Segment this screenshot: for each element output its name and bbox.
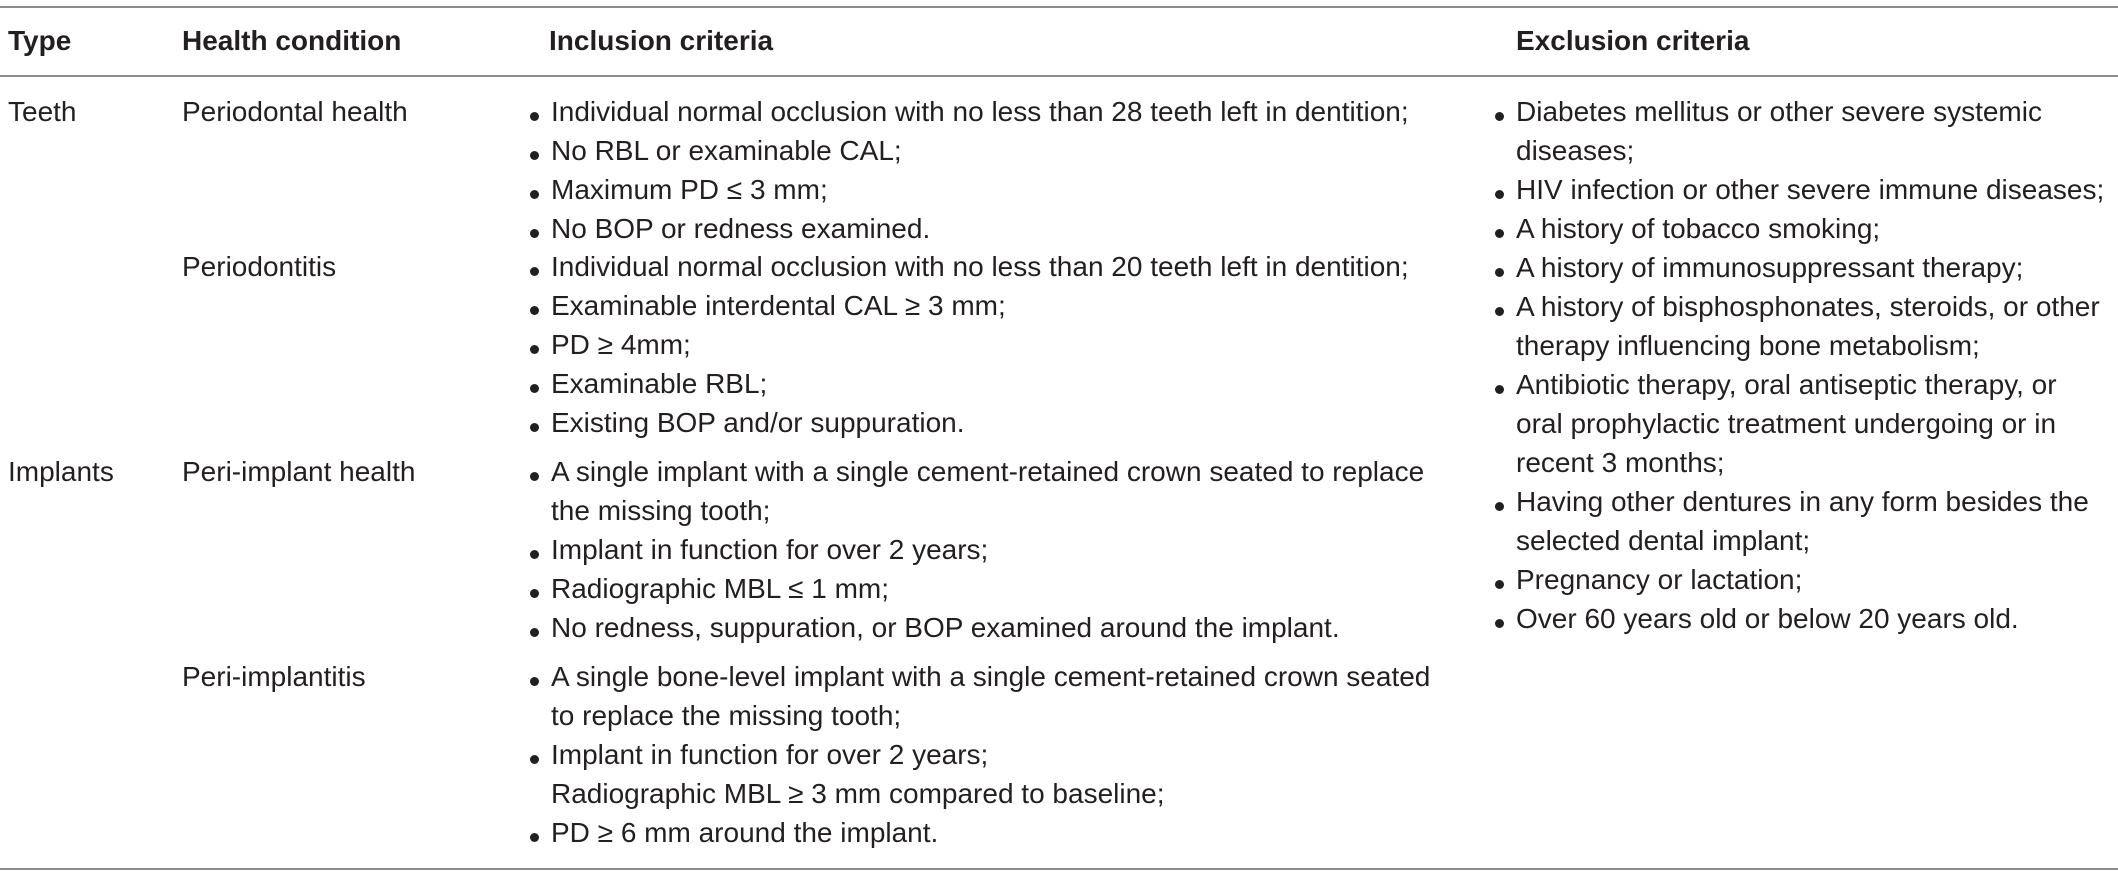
exclusion-criteria	[1492, 92, 2104, 638]
type-implants: Implants	[8, 456, 114, 487]
criterion-item: Examinable RBL;	[527, 364, 1409, 403]
table-top-rule	[0, 6, 2118, 8]
criterion-item	[1492, 365, 2104, 482]
criterion-line: A history of bisphosphonates, steroids, or other	[1516, 291, 2100, 322]
condition-periodontal-health: Periodontal health	[182, 96, 408, 127]
table-header-rule	[0, 75, 2118, 77]
criterion-item	[527, 452, 1424, 530]
criterion-item: Radiographic MBL ≤ 1 mm;	[527, 569, 1424, 608]
criterion-line: oral prophylactic treatment undergoing or in	[1516, 408, 2057, 439]
criterion-item: Maximum PD ≤ 3 mm;	[527, 170, 1409, 209]
criterion-line: A single implant with a single cement-retained crown seated to replace	[551, 456, 1425, 487]
criterion-item: Implant in function for over 2 years;	[527, 735, 1430, 774]
criteria-list	[527, 657, 1430, 852]
criterion-item: Radiographic MBL ≥ 3 mm compared to baseline;	[551, 778, 1165, 809]
header-health-condition: Health condition	[182, 25, 402, 56]
criterion-item: No BOP or redness examined.	[527, 209, 1409, 248]
inclusion-peri-implantitis	[527, 657, 1430, 852]
condition-peri-implant-health: Peri-implant health	[182, 456, 416, 487]
criterion-item: A history of immunosuppressant therapy;	[1492, 248, 2104, 287]
criterion-item: No redness, suppuration, or BOP examined around the implant.	[527, 608, 1424, 647]
criterion-item: HIV infection or other severe immune diseases;	[1492, 170, 2104, 209]
criterion-item: Existing BOP and/or suppuration.	[527, 403, 1409, 442]
criterion-item: Implant in function for over 2 years;	[527, 530, 1424, 569]
criterion-line: to replace the missing tooth;	[551, 700, 902, 731]
criterion-line: Antibiotic therapy, oral antiseptic therapy, or	[1516, 369, 2057, 400]
criteria-list	[1492, 92, 2104, 638]
header-type: Type	[8, 25, 72, 56]
table-bottom-rule	[0, 868, 2118, 870]
criteria-list	[527, 92, 1409, 248]
inclusion-periodontal-health	[527, 92, 1409, 248]
header-inclusion-criteria: Inclusion criteria	[549, 25, 774, 56]
criteria-list	[527, 452, 1424, 647]
criterion-item: Over 60 years old or below 20 years old.	[1492, 599, 2104, 638]
criterion-item: PD ≥ 4mm;	[527, 325, 1409, 364]
criterion-item: Examinable interdental CAL ≥ 3 mm;	[527, 286, 1409, 325]
criterion-item	[1492, 482, 2104, 560]
criterion-item	[1492, 92, 2104, 170]
criterion-line: recent 3 months;	[1516, 447, 1725, 478]
criterion-line: A single bone-level implant with a single cement-retained crown seated	[551, 661, 1431, 692]
criterion-item: A history of tobacco smoking;	[1492, 209, 2104, 248]
inclusion-periodontitis	[527, 247, 1409, 442]
criterion-item: Pregnancy or lactation;	[1492, 560, 2104, 599]
criterion-line: Diabetes mellitus or other severe systemic	[1516, 96, 2042, 127]
criterion-item	[1492, 287, 2104, 365]
criterion-item: PD ≥ 6 mm around the implant.	[527, 813, 1430, 852]
criterion-line: diseases;	[1516, 135, 1635, 166]
criterion-line: selected dental implant;	[1516, 525, 1811, 556]
type-teeth: Teeth	[8, 96, 77, 127]
condition-peri-implantitis: Peri-implantitis	[182, 661, 366, 692]
criterion-item: Individual normal occlusion with no less than 20 teeth left in dentition;	[527, 247, 1409, 286]
criterion-item	[527, 657, 1430, 735]
criterion-line: therapy influencing bone metabolism;	[1516, 330, 1980, 361]
criterion-item: No RBL or examinable CAL;	[527, 131, 1409, 170]
condition-periodontitis: Periodontitis	[182, 251, 337, 282]
criterion-line: the missing tooth;	[551, 495, 771, 526]
criterion-line: Having other dentures in any form besides the	[1516, 486, 2089, 517]
header-exclusion-criteria: Exclusion criteria	[1516, 25, 1750, 56]
criterion-item: Individual normal occlusion with no less than 28 teeth left in dentition;	[527, 92, 1409, 131]
inclusion-peri-implant-health	[527, 452, 1424, 647]
criteria-list	[527, 247, 1409, 442]
